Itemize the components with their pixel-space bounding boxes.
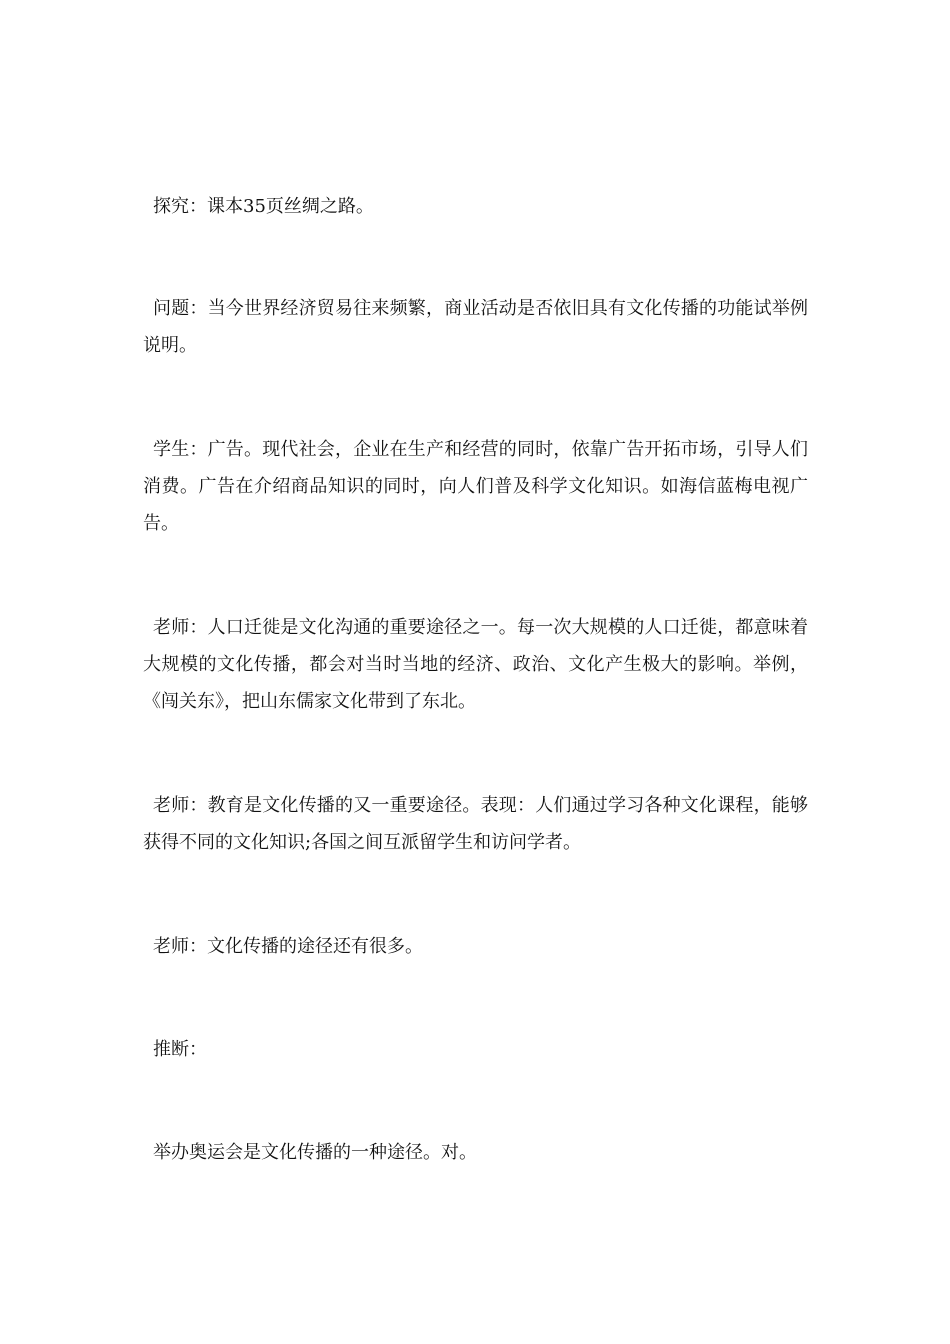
paragraph-teacher-other-ways: 老师：文化传播的途径还有很多。 bbox=[153, 936, 423, 957]
paragraph-teacher-education: 老师：教育是文化传播的又一重要途径。表现：人们通过学习各种文化课程，能够获得不同的文化知识;各国之间互派留学生和访问学者。 bbox=[143, 795, 808, 853]
paragraph-inquiry: 探究：课本35页丝绸之路。 bbox=[153, 196, 374, 217]
paragraph-teacher-migration: 老师：人口迁徙是文化沟通的重要途径之一。每一次大规模的人口迁徙，都意味着大规模的文化传播，都会对当时当地的经济、政治、文化产生极大的影响。举例，《闯关东》，把山东儒家文化带到了东北。 bbox=[143, 617, 808, 712]
paragraph-judgment-heading: 推断： bbox=[153, 1039, 207, 1060]
paragraph-question: 问题：当今世界经济贸易往来频繁，商业活动是否依旧具有文化传播的功能试举例说明。 bbox=[143, 298, 808, 356]
paragraph-olympics-statement: 举办奥运会是文化传播的一种途径。对。 bbox=[153, 1142, 477, 1163]
paragraph-student-answer: 学生：广告。现代社会，企业在生产和经营的同时，依靠广告开拓市场，引导人们消费。广告在介绍商品知识的同时，向人们普及科学文化知识。如海信蓝梅电视广告。 bbox=[143, 439, 808, 534]
